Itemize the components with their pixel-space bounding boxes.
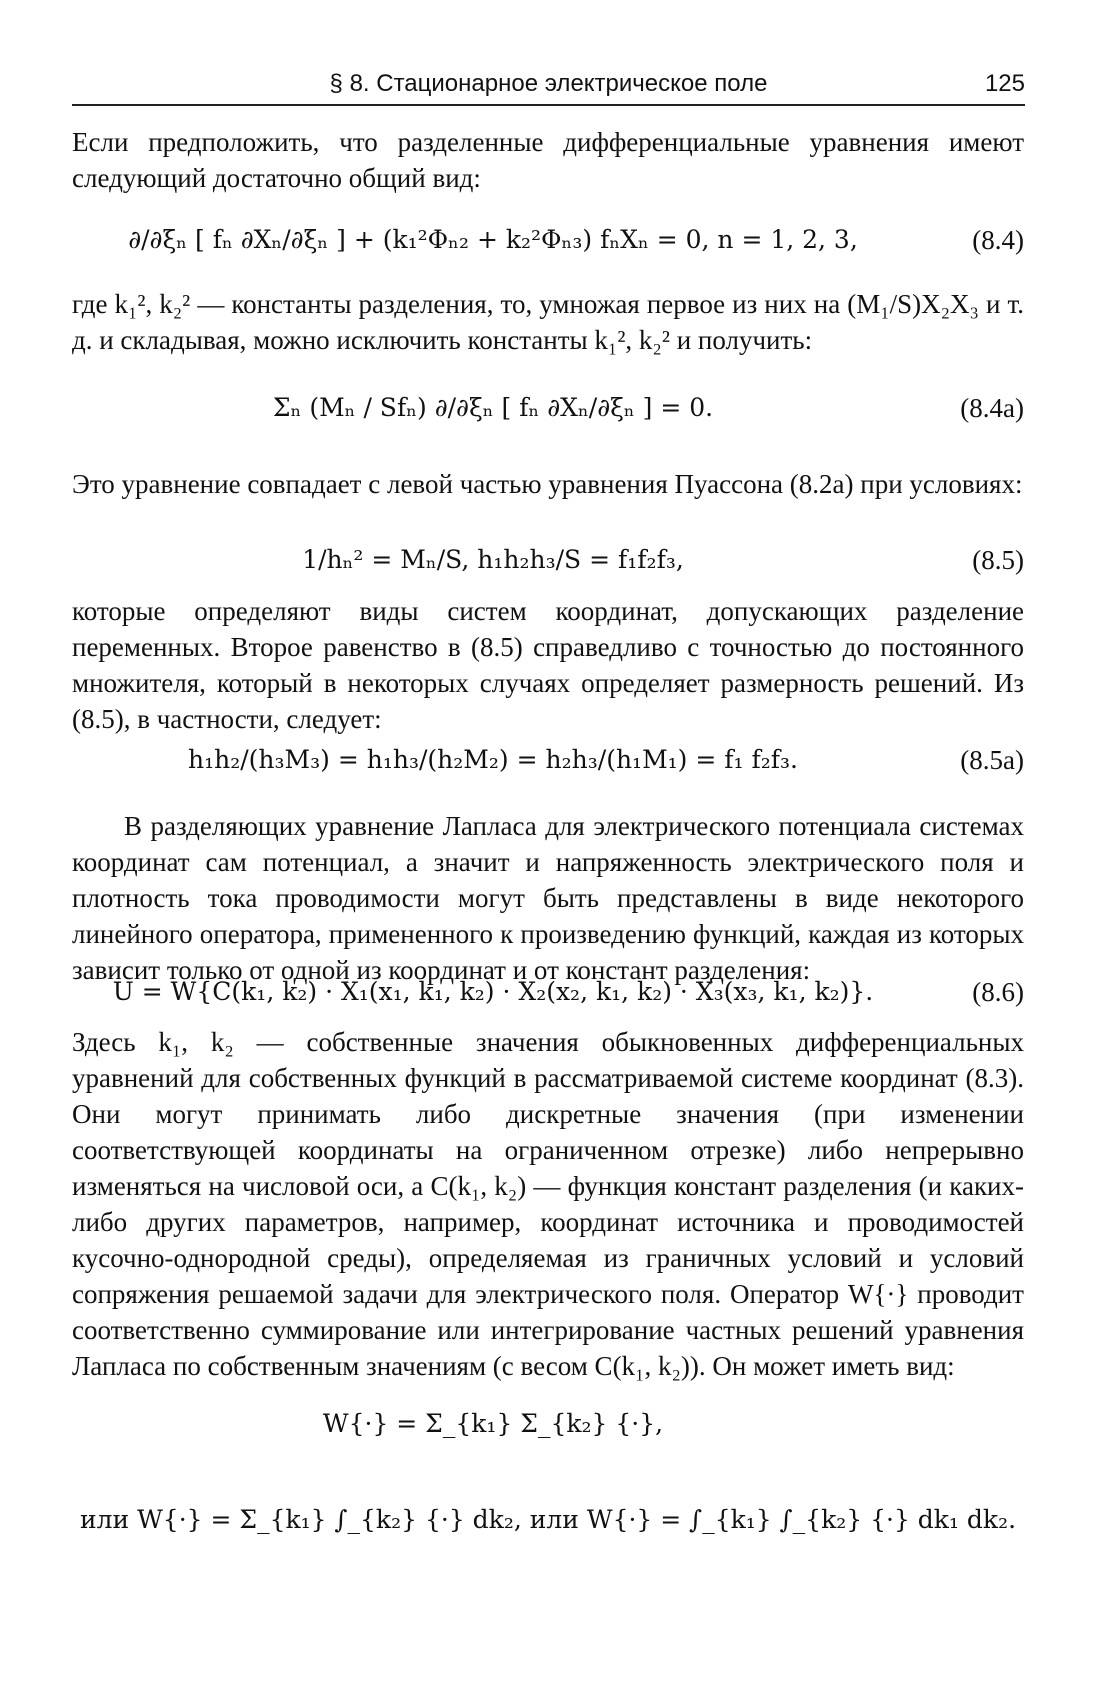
equation-number: (8.5) xyxy=(972,545,1024,575)
equation-operator-sum xyxy=(72,1384,1024,1464)
chapter-title: § 8. Стационарное электрическое поле xyxy=(329,70,768,97)
paragraph-constants: где k₁², k₂² — константы разделения, то, умножая первое из них на (M₁/S)X₂X₃ и т. д. и складывая, можно исключить константы k₁², k₂² и получить: xyxy=(72,289,1024,355)
equation-formula: U = W{C(k₁, k₂) · X₁(x₁, k₁, k₂) · X₂(x₂, k₁, k₂) · X₃(x₃, k₁, k₂)}. xyxy=(112,977,874,1006)
equation-number: (8.4а) xyxy=(960,393,1024,423)
equation-8-5 xyxy=(72,520,1024,600)
equation-operator-alternatives xyxy=(72,1480,1024,1560)
paragraph-coordinate-systems: которые определяют виды систем координат, допускающих разделение переменных. Второе равенство в (8.5) справедливо с точностью до постоянного множителя, который в некоторых случаях определяет размерность решений. Из (8.5), в частности, следует: xyxy=(72,596,1024,734)
equation-8-4a xyxy=(72,368,1024,448)
paragraph-intro: Если предположить, что разделенные дифференциальные уравнения имеют следующий достаточно общий вид: xyxy=(72,127,1024,193)
equation-formula: 1/hₙ² = Mₙ/S, h₁h₂h₃/S = f₁f₂f₃, xyxy=(302,545,684,574)
equation-8-6 xyxy=(72,952,1024,1032)
running-header xyxy=(72,60,1025,106)
equation-number: (8.4) xyxy=(972,225,1024,255)
equation-8-4 xyxy=(72,200,1024,280)
equation-formula: Σₙ (Mₙ / Sfₙ) ∂/∂ξₙ [ fₙ ∂Xₙ/∂ξₙ ] = 0. xyxy=(272,393,714,422)
paragraph-laplace: В разделяющих уравнение Лапласа для электрического потенциала системах координат сам потенциал, а значит и напряженность электрического поля и плотность тока проводимости могут быть представлены в виде некоторого линейного оператора, примененного к произведению функций, каждая из которых зависит только от одной из координат и от констант разделения: xyxy=(72,811,1024,985)
equation-formula: W{·} = Σ_{k₁} Σ_{k₂} {·}, xyxy=(322,1409,664,1438)
equation-formula: ∂/∂ξₙ [ fₙ ∂Xₙ/∂ξₙ ] + (k₁²Φₙ₂ + k₂²Φₙ₃) fₙXₙ = 0, n = 1, 2, 3, xyxy=(128,225,858,254)
equation-number: (8.5а) xyxy=(960,745,1024,775)
paragraph-eigenvalues: Здесь k₁, k₂ — собственные значения обыкновенных дифференциальных уравнений для собственных функций в рассматриваемой системе координат (8.3). Они могут принимать либо дискретные значения (при изменении соответствующей координаты на ограниченном отрезке) либо непрерывно изменяться на числовой оси, а C(k₁, k₂) — функция констант разделения (и каких-либо других параметров, например, координат источника и проводимостей кусочно-однородной среды), определяемая из граничных условий и условий сопряжения решаемой задачи для электрического поля. Оператор W{·} проводит соответственно суммирование или интегрирование частных решений уравнения Лапласа по собственным значениям (с весом C(k₁, k₂)). Он может иметь вид: xyxy=(72,1027,1024,1381)
equation-formula: или W{·} = Σ_{k₁} ∫_{k₂} {·} dk₂, или W{·} = ∫_{k₁} ∫_{k₂} {·} dk₁ dk₂. xyxy=(79,1505,1017,1534)
equation-number: (8.6) xyxy=(972,977,1024,1007)
page-number: 125 xyxy=(984,70,1025,97)
equation-8-5a xyxy=(72,720,1024,800)
equation-formula: h₁h₂/(h₃M₃) = h₁h₃/(h₂M₂) = h₂h₃/(h₁M₁) = f₁ f₂f₃. xyxy=(188,745,798,774)
paragraph-poisson: Это уравнение совпадает с левой частью уравнения Пуассона (8.2а) при условиях: xyxy=(72,469,1023,499)
